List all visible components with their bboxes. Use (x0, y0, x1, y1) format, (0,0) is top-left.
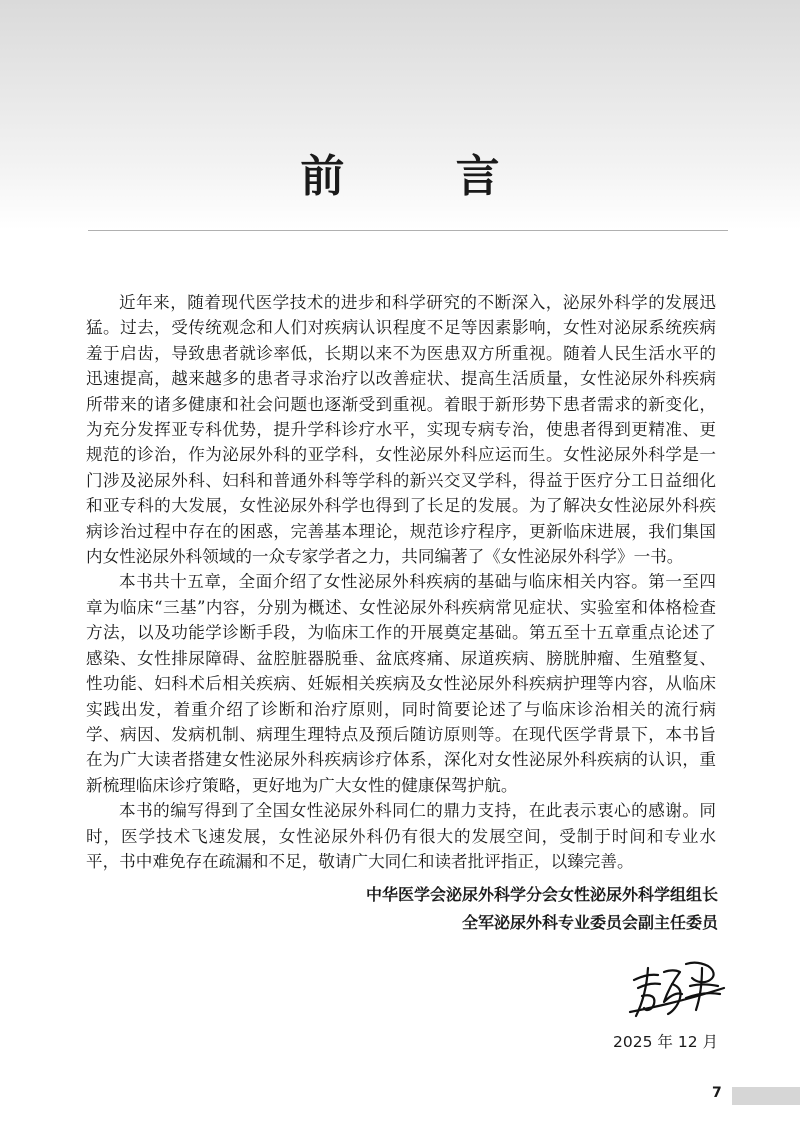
paragraph-3: 本书的编写得到了全国女性泌尿外科同仁的鼎力支持，在此表示衷心的感谢。同时，医学技术飞速发展，女性泌尿外科仍有很大的发展空间，受制于时间和专业水平，书中难免存在疏漏和不足，敬请广大同仁和读者批评指正，以臻完善。 (86, 801, 716, 871)
author-title-line-1: 中华医学会泌尿外科学分会女性泌尿外科学组组长 (365, 885, 718, 904)
page-number: 7 (712, 1085, 722, 1101)
paragraph-2: 本书共十五章，全面介绍了女性泌尿外科疾病的基础与临床相关内容。第一至四章为临床“三基”内容，分别为概述、女性泌尿外科疾病常见症状、实验室和体格检查方法，以及功能学诊断手段，为临床工作的开展奠定基础。第五至十五章重点论述了感染、女性排尿障碍、盆腔脏器脱垂、盆底疼痛、尿道疾病、膀胱肿瘤、生殖整复、性功能、妇科术后相关疾病、妊娠相关疾病及女性泌尿外科疾病护理等内容，从临床实践出发，着重介绍了诊断和治疗原则，同时简要论述了与临床诊治相关的流行病学、病因、发病机制、病理生理特点及预后随访原则等。在现代医学背景下，本书旨在为广大读者搭建女性泌尿外科疾病诊疗体系，深化对女性泌尿外科疾病的认识，重新梳理临床诊疗策略，更好地为广大女性的健康保驾护航。 (86, 572, 716, 795)
paragraph-1: 近年来，随着现代医学技术的进步和科学研究的不断深入，泌尿外科学的发展迅猛。过去，受传统观念和人们对疾病认识程度不足等因素影响，女性对泌尿系统疾病羞于启齿，导致患者就诊率低，长期以来不为医患双方所重视。随着人民生活水平的迅速提高，越来越多的患者寻求治疗以改善症状、提高生活质量，女性泌尿外科疾病所带来的诸多健康和社会问题也逐渐受到重视。着眼于新形势下患者需求的新变化，为充分发挥亚专科优势，提升学科诊疗水平，实现专病专治，使患者得到更精准、更规范的诊治，作为泌尿外科的亚学科，女性泌尿外科应运而生。女性泌尿外科学是一门涉及泌尿外科、妇科和普通外科等学科的新兴交叉学科，得益于医疗分工日益细化和亚专科的大发展，女性泌尿外科学也得到了长足的发展。为了解决女性泌尿外科疾病诊治过程中存在的困惑，完善基本理论，规范诊疗程序，更新临床进展，我们集国内女性泌尿外科领域的一众专家学者之力，共同编著了《女性泌尿外科学》一书。 (86, 293, 716, 567)
handwritten-signature (620, 950, 730, 1026)
title-divider (88, 230, 728, 231)
page-number-tab (732, 1087, 800, 1105)
date: 2025 年 12 月 (613, 1033, 718, 1051)
preface-body (86, 290, 716, 874)
author-title-line-2: 全军泌尿外科专业委员会副主任委员 (461, 913, 718, 932)
page-title: 前 言 (300, 151, 548, 202)
